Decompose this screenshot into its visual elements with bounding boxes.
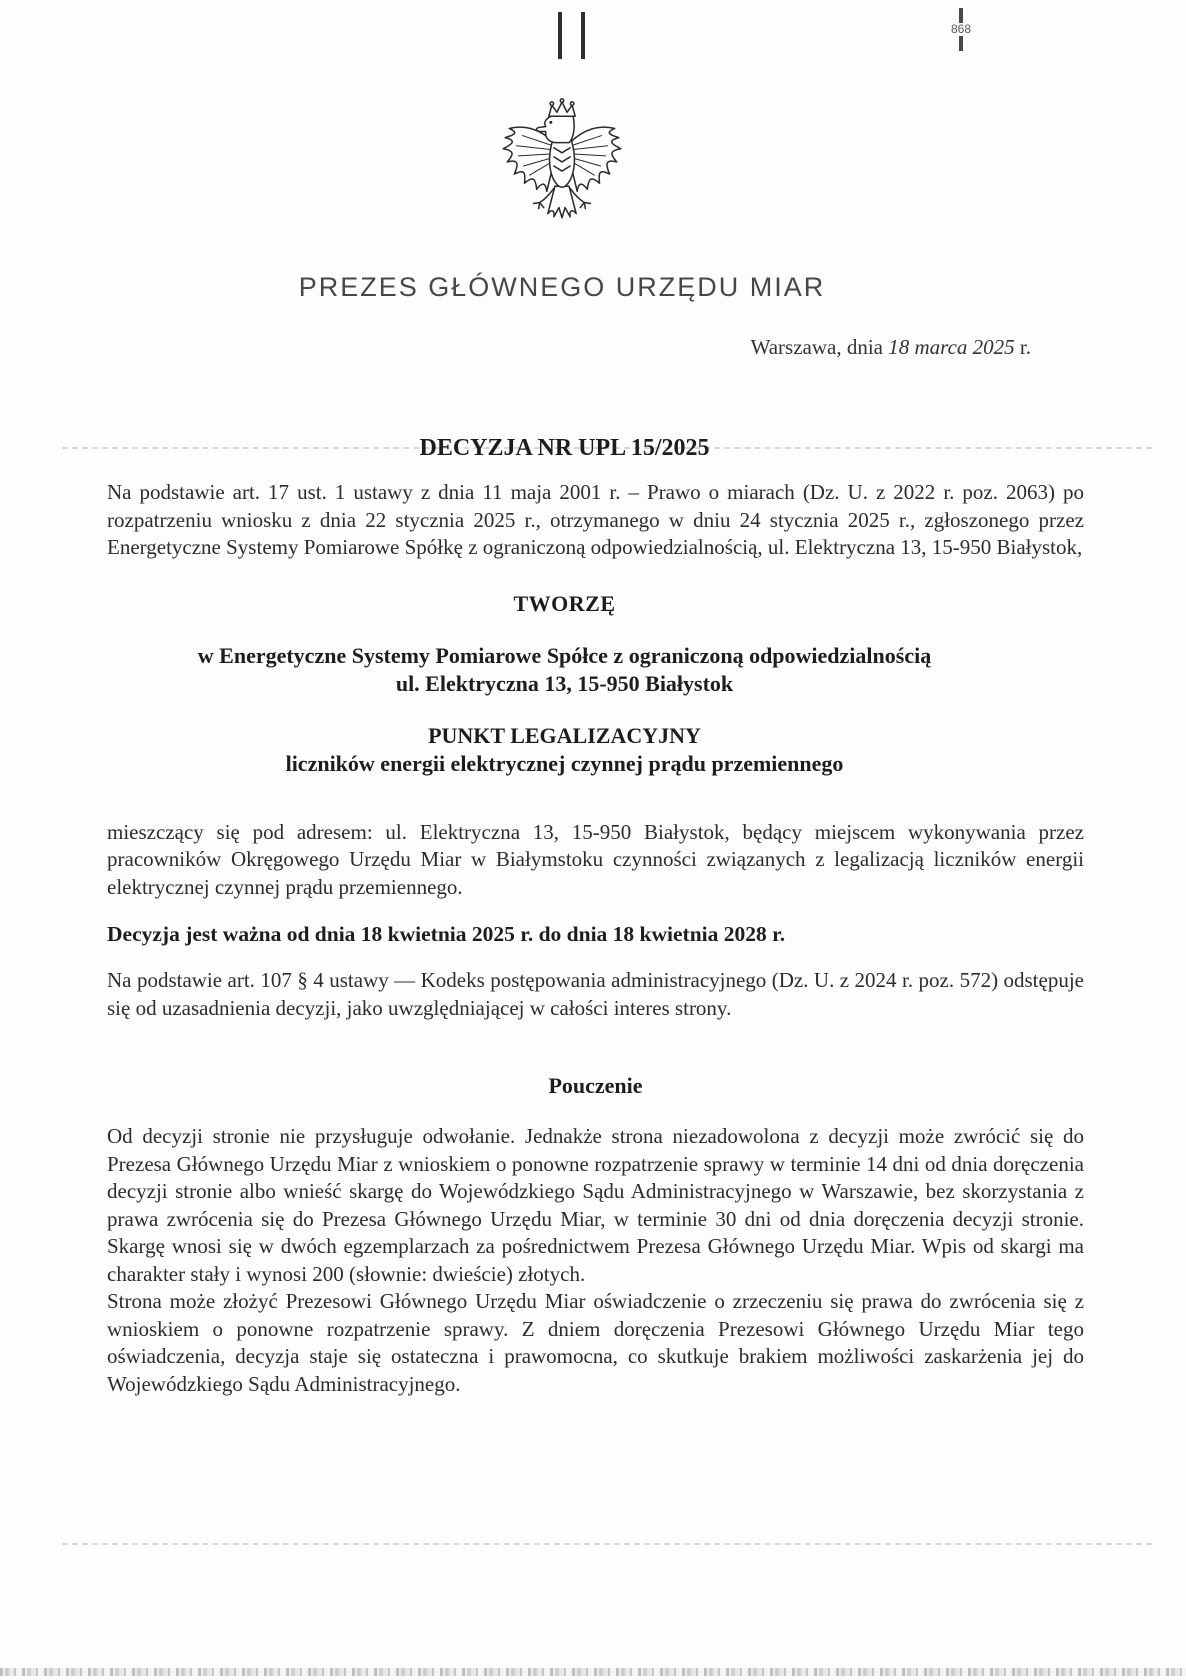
legal-basis-paragraph: Na podstawie art. 17 ust. 1 ustawy z dnia 11 maja 2001 r. – Prawo o miarach (Dz. U. z 2022 r. poz. 2063) po rozpatrzeniu wniosku z dnia 22 stycznia 2025 r., otrzymanego w dniu 24 stycznia 2025 r., zgłoszonego przez Energetyczne Systemy Pomiarowe Spółkę z ograniczoną odpowiedzialnością, ul. Elektryczna 13, 15-950 Białystok, bbox=[107, 480, 1084, 559]
company-address-line: ul. Elektryczna 13, 15-950 Białystok bbox=[395, 670, 734, 696]
document-body bbox=[107, 335, 1084, 1398]
registration-bar-icon bbox=[558, 12, 562, 59]
registration-tick-icon bbox=[959, 36, 963, 51]
instruction-paragraph-1: Od decyzji stronie nie przysługuje odwołanie. Jednakże strona niezadowolona z decyzji może zwrócić się do Prezesa Głównego Urzędu Miar z wnioskiem o ponowne rozpatrzenie sprawy w terminie 14 dni od dnia doręczenia decyzji stronie albo wnieść skargę do Wojewódzkiego Sądu Administracyjnego w Warszawie, bez skorzystania z prawa zwrócenia się do Prezesa Głównego Urzędu Miar, w terminie 30 dni od dnia doręczenia decyzji stronie. Skargę wnosi się w dwóch egzemplarzach za pośrednictwem Prezesa Głównego Urzędu Miar. Wpis od skargi ma charakter stały i wynosi 200 (słownie: dwieście) złotych. bbox=[107, 1124, 1084, 1286]
instruction-paragraph-2: Strona może złożyć Prezesowi Głównego Urzędu Miar oświadczenie o zrzeczeniu się prawa do zwrócenia się z wnioskiem o ponowne rozpatrzenie sprawy. Z dniem doręczenia Prezesowi Głównego Urzędu Miar tego oświadczenia, decyzja staje się ostateczna i prawomocna, co skutkuje brakiem możliwości zaskarżenia jej do Wojewódzkiego Sądu Administracyjnego. bbox=[107, 1289, 1084, 1396]
instruction-heading: Pouczenie bbox=[548, 1073, 643, 1098]
registration-marks-right bbox=[944, 8, 978, 51]
address-paragraph: mieszczący się pod adresem: ul. Elektryczna 13, 15-950 Białystok, będący miejscem wykonywania przez pracowników Okręgowego Urzędu Miar w Białymstoku czynności związanych z legalizacją liczników energii elektrycznej czynnej prądu przemiennego. bbox=[107, 819, 1084, 899]
company-name-line: w Energetyczne Systemy Pomiarowe Spółce z ograniczoną odpowiedzialnością bbox=[197, 642, 932, 668]
decree-heading: TWORZĘ bbox=[513, 590, 616, 616]
letterhead bbox=[0, 95, 1155, 303]
registration-marks-center bbox=[558, 12, 585, 59]
polish-eagle-emblem-icon bbox=[495, 95, 629, 242]
justification-waiver-paragraph: Na podstawie art. 107 § 4 ustawy — Kodeks postępowania administracyjnego (Dz. U. z 2024 r. poz. 572) odstępuje się od uzasadnienia decyzji, jako uwzględniającej w całości interes strony. bbox=[107, 968, 1084, 1020]
dateline bbox=[107, 335, 1084, 360]
sheet-number: 868 bbox=[950, 22, 972, 36]
validity-statement: Decyzja jest ważna od dnia 18 kwietnia 2025 r. do dnia 18 kwietnia 2028 r. bbox=[107, 922, 786, 946]
scan-noise-band bbox=[0, 1668, 1186, 1676]
registration-tick-icon bbox=[959, 8, 963, 23]
dateline-date: 18 marca 2025 bbox=[888, 335, 1015, 359]
decision-title: DECYZJA NR UPL 15/2025 bbox=[419, 435, 710, 461]
authority-title: PREZES GŁÓWNEGO URZĘDU MIAR bbox=[298, 272, 826, 302]
divider-line bbox=[62, 1543, 1152, 1545]
dateline-place: Warszawa, dnia bbox=[750, 335, 889, 359]
registration-bar-icon bbox=[581, 12, 585, 59]
legalization-point-heading: PUNKT LEGALIZACYJNY bbox=[428, 722, 701, 748]
dateline-suffix: r. bbox=[1014, 335, 1031, 359]
legalization-point-subheading: liczników energii elektrycznej czynnej prądu przemiennego bbox=[285, 750, 844, 776]
